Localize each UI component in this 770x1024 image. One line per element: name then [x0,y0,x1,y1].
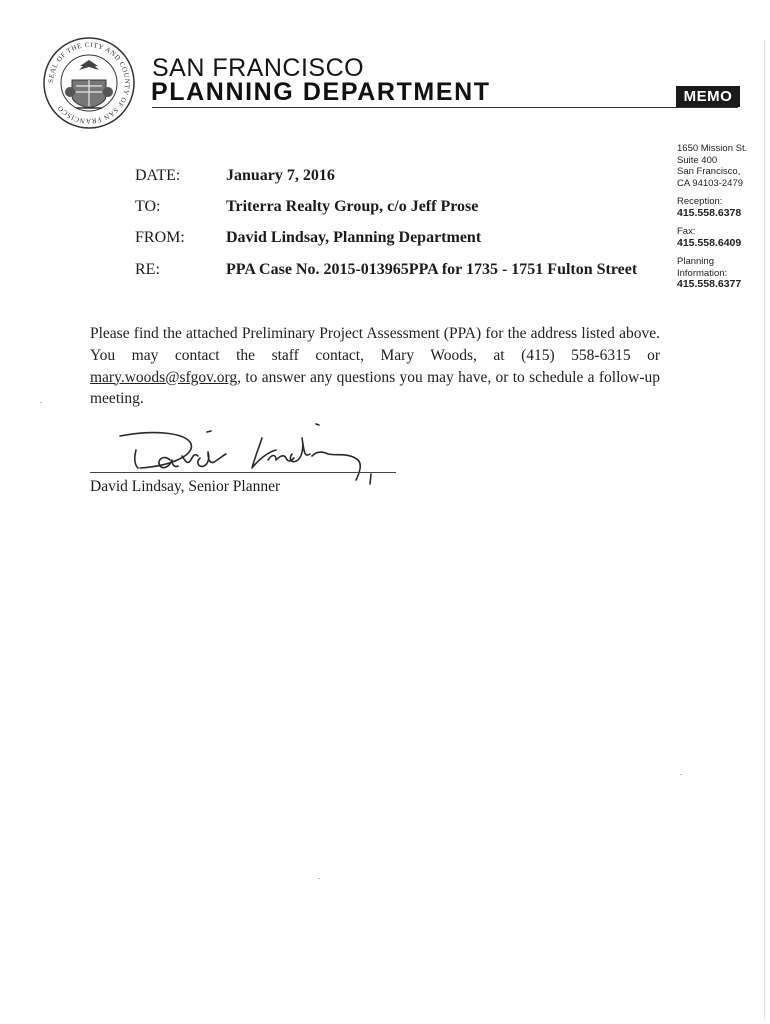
address-line: San Francisco, [677,166,741,177]
planning-number: 415.558.6377 [677,278,742,290]
address-block [677,143,765,189]
memo-to-row [135,198,478,216]
seal-emblem-icon [65,60,113,108]
org-name-line1: SAN FRANCISCO [152,54,365,82]
city-seal-logo [42,36,136,130]
address-line: CA 94103-2479 [677,177,744,189]
memo-from-row [135,229,481,247]
planning-label: Planning [677,256,714,267]
fax-label: Fax: [677,226,696,237]
to-value: Triterra Realty Group, c/o Jeff Prose [226,198,479,215]
re-value: PPA Case No. 2015-013965PPA for 1735 - 1751 Fulton Street [226,261,638,278]
reception-block [677,196,765,219]
org-name-line2: PLANNING DEPARTMENT [151,78,491,106]
date-value: January 7, 2016 [226,167,335,184]
letterhead-divider [152,107,738,108]
signer-name: David Lindsay, Senior Planner [90,478,281,495]
page-edge [764,40,765,1020]
fax-number: 415.558.6409 [677,236,742,249]
re-label: RE: [135,261,160,278]
address-line: 1650 Mission St. [677,143,748,154]
planning-info-block [677,256,765,291]
scan-speck [40,402,42,403]
staff-email-link[interactable]: mary.woods@sfgov.org [90,368,238,386]
memo-badge: MEMO [676,86,740,107]
body-text-after: , to answer any questions you may have, or to schedule a follow-up meeting. [90,368,660,408]
signature-line [90,472,396,473]
planning-label: Information: [677,267,728,279]
to-label: TO: [135,198,161,215]
scan-speck [318,878,320,879]
scan-speck [680,774,682,775]
memo-body [90,323,660,410]
address-line: Suite 400 [677,154,718,166]
seal-text: SEAL OF THE CITY AND COUNTY OF SAN FRANCISCO [46,40,132,126]
reception-label: Reception: [677,196,723,207]
reception-number: 415.558.6378 [677,206,742,219]
fax-block [677,226,765,249]
from-label: FROM: [135,229,185,246]
date-label: DATE: [135,167,181,184]
memo-re-row [135,261,637,279]
memo-date-row [135,167,335,185]
body-text-before: Please find the attached Preliminary Project Assessment (PPA) for the address listed above. You may contact the staff contact, Mary Woods, at (415) 558-6315 or [90,325,660,364]
from-value: David Lindsay, Planning Department [226,229,482,246]
contact-info [677,143,765,298]
